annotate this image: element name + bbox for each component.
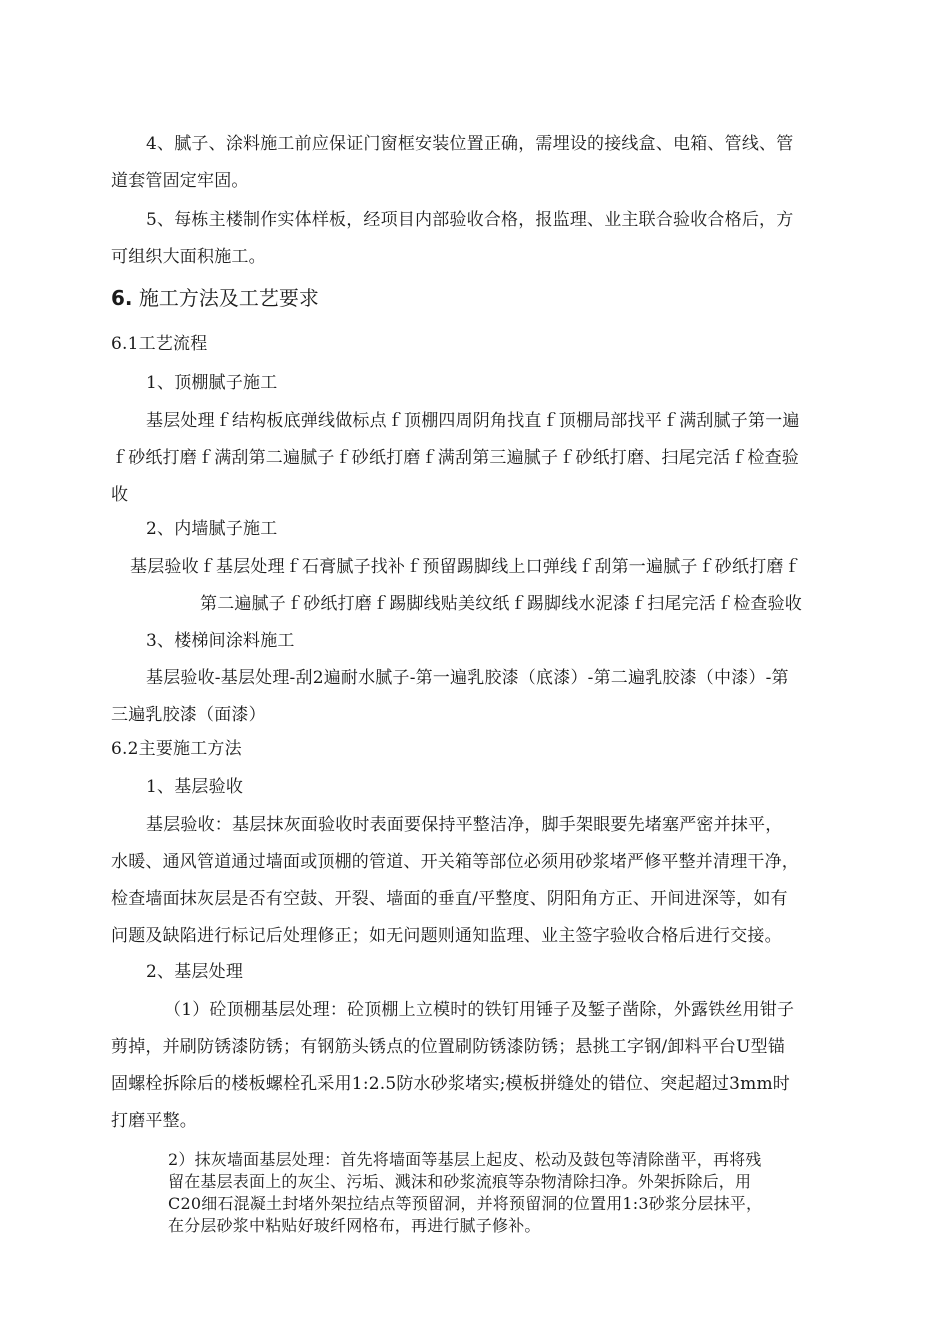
flow-item-2-line-1: 基层验收ｆ基层处理ｆ石膏腻子找补ｆ预留踢脚线上口弹线ｆ刮第一遍腻子ｆ砂纸打磨ｆ [130, 557, 801, 577]
flow-item-2-line-2: 第二遍腻子ｆ砂纸打磨ｆ踢脚线贴美纹纸ｆ踢脚线水泥漆ｆ扫尾完活ｆ检查验收 [200, 594, 802, 614]
section-6-title: 施工方法及工艺要求 [138, 286, 319, 310]
flow-item-1-line-2: ｆ砂纸打磨ｆ满刮第二遍腻子ｆ砂纸打磨ｆ满刮第三遍腻子ｆ砂纸打磨、扫尾完活ｆ检查验 [111, 448, 799, 468]
method-item-1-title: 1、基层验收 [146, 777, 244, 797]
section-6-number: 6. [111, 286, 133, 310]
flow-item-2-title: 2、内墙腻子施工 [146, 519, 278, 539]
flow-item-3-line-2: 三遍乳胶漆（面漆） [111, 705, 266, 725]
paragraph-5-line-2: 可组织大面积施工。 [111, 247, 266, 267]
sub-1-line-1: （1）砼顶棚基层处理：砼顶棚上立模时的铁钉用锤子及錾子凿除，外露铁丝用钳子 [164, 1000, 795, 1020]
flow-item-1-title: 1、顶棚腻子施工 [146, 373, 278, 393]
flow-item-3-title: 3、楼梯间涂料施工 [146, 631, 295, 651]
sub-2-line-4: 在分层砂浆中粘贴好玻纤网格布，再进行腻子修补。 [168, 1216, 541, 1235]
section-6-heading [111, 285, 319, 311]
flow-item-3-line-1: 基层验收-基层处理-刮2遍耐水腻子-第一遍乳胶漆（底漆）-第二遍乳胶漆（中漆）-第 [146, 668, 789, 688]
sub-2-line-1: 2）抹灰墙面基层处理：首先将墙面等基层上起皮、松动及鼓包等清除凿平，再将残 [168, 1150, 762, 1169]
flow-item-1-line-1: 基层处理ｆ结构板底弹线做标点ｆ顶棚四周阴角找直ｆ顶棚局部找平ｆ满刮腻子第一遍 [146, 411, 800, 431]
section-6-2-title: 6.2主要施工方法 [111, 739, 242, 759]
sub-1-line-2: 剪掉，并刷防锈漆防锈；有钢筋头锈点的位置刷防锈漆防锈；悬挑工字钢/卸料平台U型锚 [111, 1037, 786, 1057]
method-item-2-title: 2、基层处理 [146, 962, 244, 982]
method-item-1-line-4: 问题及缺陷进行标记后处理修正；如无问题则通知监理、业主签字验收合格后进行交接。 [111, 926, 782, 946]
sub-1-line-4: 打磨平整。 [111, 1111, 197, 1131]
paragraph-4-line-1: 4、腻子、涂料施工前应保证门窗框安装位置正确，需埋设的接线盒、电箱、管线、管 [146, 134, 794, 154]
paragraph-5-line-1: 5、每栋主楼制作实体样板，经项目内部验收合格，报监理、业主联合验收合格后，方 [146, 210, 794, 230]
method-item-1-line-2: 水暖、通风管道通过墙面或顶棚的管道、开关箱等部位必须用砂浆堵严修平整并清理干净， [111, 852, 799, 872]
paragraph-4-line-2: 道套管固定牢固。 [111, 171, 249, 191]
sub-2-line-3: C20细石混凝土封堵外架拉结点等预留洞，并将预留洞的位置用1:3砂浆分层抹平， [168, 1194, 763, 1213]
method-item-1-line-3: 检查墙面抹灰层是否有空鼓、开裂、墙面的垂直/平整度、阴阳角方正、开间进深等，如有 [111, 889, 788, 909]
sub-1-line-3: 固螺栓拆除后的楼板螺栓孔采用1:2.5防水砂浆堵实;模板拼缝处的错位、突起超过3mm时 [111, 1074, 790, 1094]
flow-item-1-line-3: 收 [111, 485, 129, 505]
method-item-1-line-1: 基层验收：基层抹灰面验收时表面要保持平整洁净，脚手架眼要先堵塞严密并抹平， [146, 815, 783, 835]
sub-2-line-2: 留在基层表面上的灰尘、污垢、溅沫和砂浆流痕等杂物清除扫净。外架拆除后，用 [168, 1172, 752, 1191]
section-6-1-title: 6.1工艺流程 [111, 334, 208, 354]
